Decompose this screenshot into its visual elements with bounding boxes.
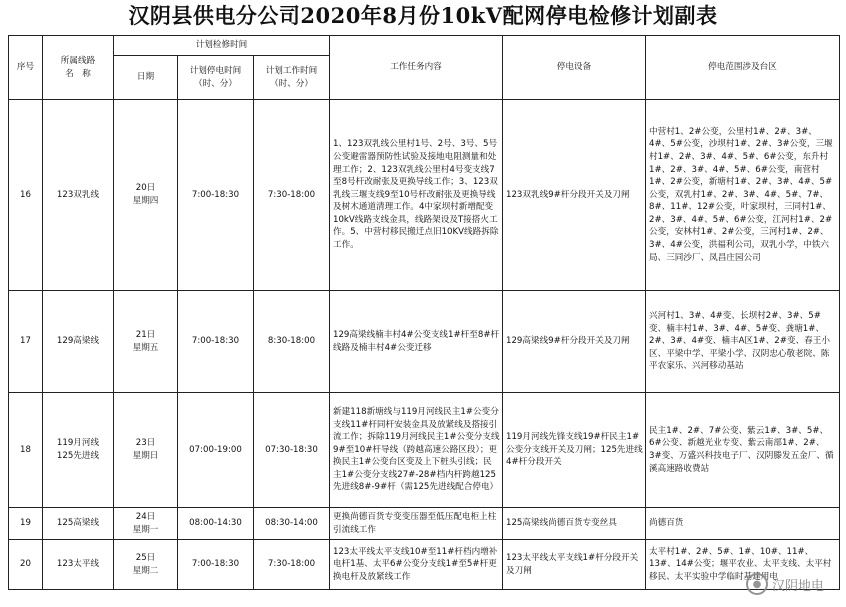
- header-work-time: 计划工作时间 （时、分）: [254, 56, 330, 100]
- header-outage-time: 计划停电时间 （时、分）: [178, 56, 254, 100]
- table-row: [9, 291, 840, 393]
- row-date: 21日 星期五: [114, 291, 178, 393]
- row-task: 123太平线太平支线10#至11#杆档内增补电杆1基、太平6#公变分支线1#至5#杆更换电杆及放紧线工作: [330, 540, 503, 590]
- row-scope: 太平村1#、2#、5#、1#、10#、11#、13#、14#公变；堰平农业、太平支线、太平村移民、太平实验中学临时基建用电: [646, 540, 840, 590]
- row-outage-time: 07:00-19:00: [178, 393, 254, 508]
- header-date: 日期: [114, 56, 178, 100]
- row-equipment: 125高梁线尚德百货专变丝具: [503, 508, 646, 540]
- header-scope: 停电范围涉及台区: [646, 36, 840, 100]
- row-line: 123太平线: [43, 540, 114, 590]
- row-equipment: 119月河线先锋支线19#杆民主1#公变分支线开关及刀闸；125先进线4#杆分段开关: [503, 393, 646, 508]
- table-row: [9, 393, 840, 508]
- header-schedule-group: 计划检修时间: [114, 36, 330, 56]
- page-title: 汉阴县供电分公司2020年8月份10kV配网停电检修计划副表: [128, 3, 718, 28]
- row-seq: 17: [9, 291, 43, 393]
- outage-plan-table: [8, 35, 840, 590]
- row-line: 125高梁线: [43, 508, 114, 540]
- row-seq: 18: [9, 393, 43, 508]
- row-work-time: 8:30-18:00: [254, 291, 330, 393]
- row-date: 23日 星期日: [114, 393, 178, 508]
- row-equipment: 123双乳线9#杆分段开关及刀闸: [503, 100, 646, 291]
- row-seq: 19: [9, 508, 43, 540]
- watermark: [746, 573, 824, 595]
- row-seq: 20: [9, 540, 43, 590]
- row-work-time: 7:30-18:00: [254, 540, 330, 590]
- row-task: 新建118新塘线与119月河线民主1#公变分支线11#杆同杆安装金具及放紧线及搭接引流工作；拆除119月河线民主1#公变分支线9#至10#杆导线（跨越高速公路区段）；更换民主1#公变台区变及上下桩头引线；民主1#公变分支线27#-28#档内杆跨越125先进线8#-9#杆（需125先进线配合停电）: [330, 393, 503, 508]
- row-task: 129高梁线楠丰村4#公变支线1#杆至8#杆线路及楠丰村4#公变迁移: [330, 291, 503, 393]
- row-date: 20日 星期四: [114, 100, 178, 291]
- row-equipment: 129高梁线9#杆分段开关及刀闸: [503, 291, 646, 393]
- row-outage-time: 7:00-18:30: [178, 100, 254, 291]
- row-work-time: 07:30-18:30: [254, 393, 330, 508]
- header-task: 工作任务内容: [330, 36, 503, 100]
- header-line: 所属线路 名 称: [43, 36, 114, 100]
- table-row: [9, 508, 840, 540]
- row-scope: 尚德百货: [646, 508, 840, 540]
- row-scope: 民主1#、2#、7#公变、紫云1#、3#、5#、6#公变、新越光业专变、紫云南部1#、2#、3#变、万盛兴科技电子厂、汉阴滕发五金厂、循溪高速路收费站: [646, 393, 840, 508]
- table-row: [9, 100, 840, 291]
- header-equipment: 停电设备: [503, 36, 646, 100]
- row-task: 更换尚德百货专变变压器至低压配电柜上柱引流线工作: [330, 508, 503, 540]
- row-work-time: 08:30-14:00: [254, 508, 330, 540]
- row-line: 123双乳线: [43, 100, 114, 291]
- row-scope: 中营村1、2#公变，公里村1#、2#、3#、4#、5#公变，沙坝村1#、2#、3#公变，三堰村1#、2#、3#、4#、5#、6#公变，东升村1#、2#、3#、4#、5#、6#公变，南营村1#、2#公变，新塘村1#、2#、3#、4#、5#公变，双乳村1#、2#、3#、4#、5#、7#、8#、11#、12#公变，叶家坝村，三同村1#、2#、3#、4#、5#、6#公变，江河村1#、2#公变，安林村1#、2#公变，三河村1#、2#、3#、4#公变，洪福利公司，双乳小学，中铁六局、三同沙厂、凤昌庄园公司: [646, 100, 840, 291]
- row-work-time: 7:30-18:00: [254, 100, 330, 291]
- table-row: [9, 540, 840, 590]
- row-task: 1、123双乳线公里村1号、2号、3号、5号公变避雷器预防性试验及接地电阻测量和处理工作；2、123双乳线公里村4号变支线7至8号杆改耐张及更换导线工作；3、123双乳线三堰支线9至10号杆改耐张及更换导线及树木通道清理工作。4中家坝村新增配变10kV线路支线金具，线路架设及T接搭火工作。5、中营村移民搬迁点旧10KV线路拆除工作。: [330, 100, 503, 291]
- row-outage-time: 7:00-18:30: [178, 540, 254, 590]
- row-equipment: 123太平线太平支线1#杆分段开关及刀闸: [503, 540, 646, 590]
- row-line: 129高梁线: [43, 291, 114, 393]
- row-date: 25日 星期二: [114, 540, 178, 590]
- row-date: 24日 星期一: [114, 508, 178, 540]
- row-outage-time: 08:00-14:30: [178, 508, 254, 540]
- row-outage-time: 7:00-18:30: [178, 291, 254, 393]
- watermark-text: 汉阴地电: [771, 578, 824, 594]
- row-scope: 兴河村1、3#、4#变、长坝村2#、3#、5#变、楠丰村1#、3#、4#、5#变、龚塘1#、2#、3#、4#变、楠丰A区1#、2#变、春王小区、平梁中学、平梁小学、汉阴忠心敬老院、陈平农家乐、兴河移动基站: [646, 291, 840, 393]
- chat-bubble-icon: ●: [746, 573, 768, 595]
- row-seq: 16: [9, 100, 43, 291]
- header-seq: 序号: [9, 36, 43, 100]
- row-line: 119月河线 125先进线: [43, 393, 114, 508]
